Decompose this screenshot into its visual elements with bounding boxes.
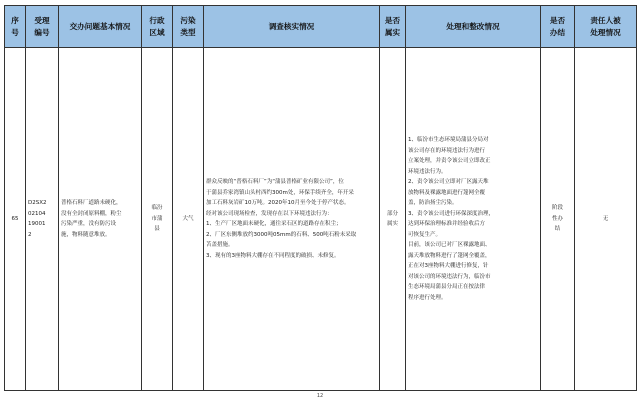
page-number: 12 xyxy=(316,393,324,399)
cell-handling: 1、临汾市生态环境局蒲县分局对 该公司存在的环境违法行为进行 立案处理，并责令该公司立即改正 环境违法行为。 2、责令该公司立即对厂区露天堆 放物料及裸露地面进行篷网全覆 盖，防治扬尘污染。 3、责令该公司进行环保深度治理， 达到环保治理标准并经验收后方 可恢复生产。 目前，该公司已对厂区裸露地面、 露天堆放物料进行了篷网全覆盖， 正在对3座物料大棚进行修复，针 对该公司的环境违法行为，临汾市 生态环境局蒲县分局正在按法律 程序进行处理。 xyxy=(406,48,541,391)
header-row xyxy=(5,6,637,48)
header-issue: 交办问题基本情况 xyxy=(59,6,142,48)
table-row xyxy=(5,48,637,391)
cell-accountability: 无 xyxy=(575,48,637,391)
header-investigation: 调查核实情况 xyxy=(204,6,380,48)
cell-id: D2SX2 02104 19001 2 xyxy=(26,48,59,391)
cell-verified: 部分 属实 xyxy=(380,48,406,391)
header-closed: 是否 办结 xyxy=(541,6,575,48)
header-accountability: 责任人被 处理情况 xyxy=(575,6,637,48)
header-handling: 处理和整改情况 xyxy=(406,6,541,48)
header-pollution: 污染 类型 xyxy=(173,6,204,48)
header-id: 受理 编号 xyxy=(26,6,59,48)
header-no: 序 号 xyxy=(5,6,26,48)
cell-closed: 阶段 性办 结 xyxy=(541,48,575,391)
cell-investigation: 群众反映的“普格石料厂”为“蒲县普格矿业有限公司”，位 于蒲县乔家湾镇山头村西约300m处，环保手续齐全，年开采 加工石料灰岩矿10万吨。2020年10月至今处于停产状态。 经对该公司现场检查，发现存在以下环境违法行为： 1、生产厂区地面未硬化，通往采石区的道路存在积尘； 2、厂区东侧堆放约3000吨05mm的石料、500吨石粉未采取 苫盖措施。 3、现有的3座物料大棚存在不同程度的破损、未修复。 xyxy=(204,48,380,391)
cell-region: 临汾 市蒲 县 xyxy=(142,48,173,391)
header-verified: 是否 属实 xyxy=(380,6,406,48)
cell-no: 65 xyxy=(5,48,26,391)
header-region: 行政 区域 xyxy=(142,6,173,48)
cell-issue: 普格石料厂道路未硬化， 没有全封闭原料棚，粉尘 污染严重，没有防污设 施，物料随意堆放。 xyxy=(59,48,142,391)
cell-pollution: 大气 xyxy=(173,48,204,391)
case-table xyxy=(4,5,637,391)
